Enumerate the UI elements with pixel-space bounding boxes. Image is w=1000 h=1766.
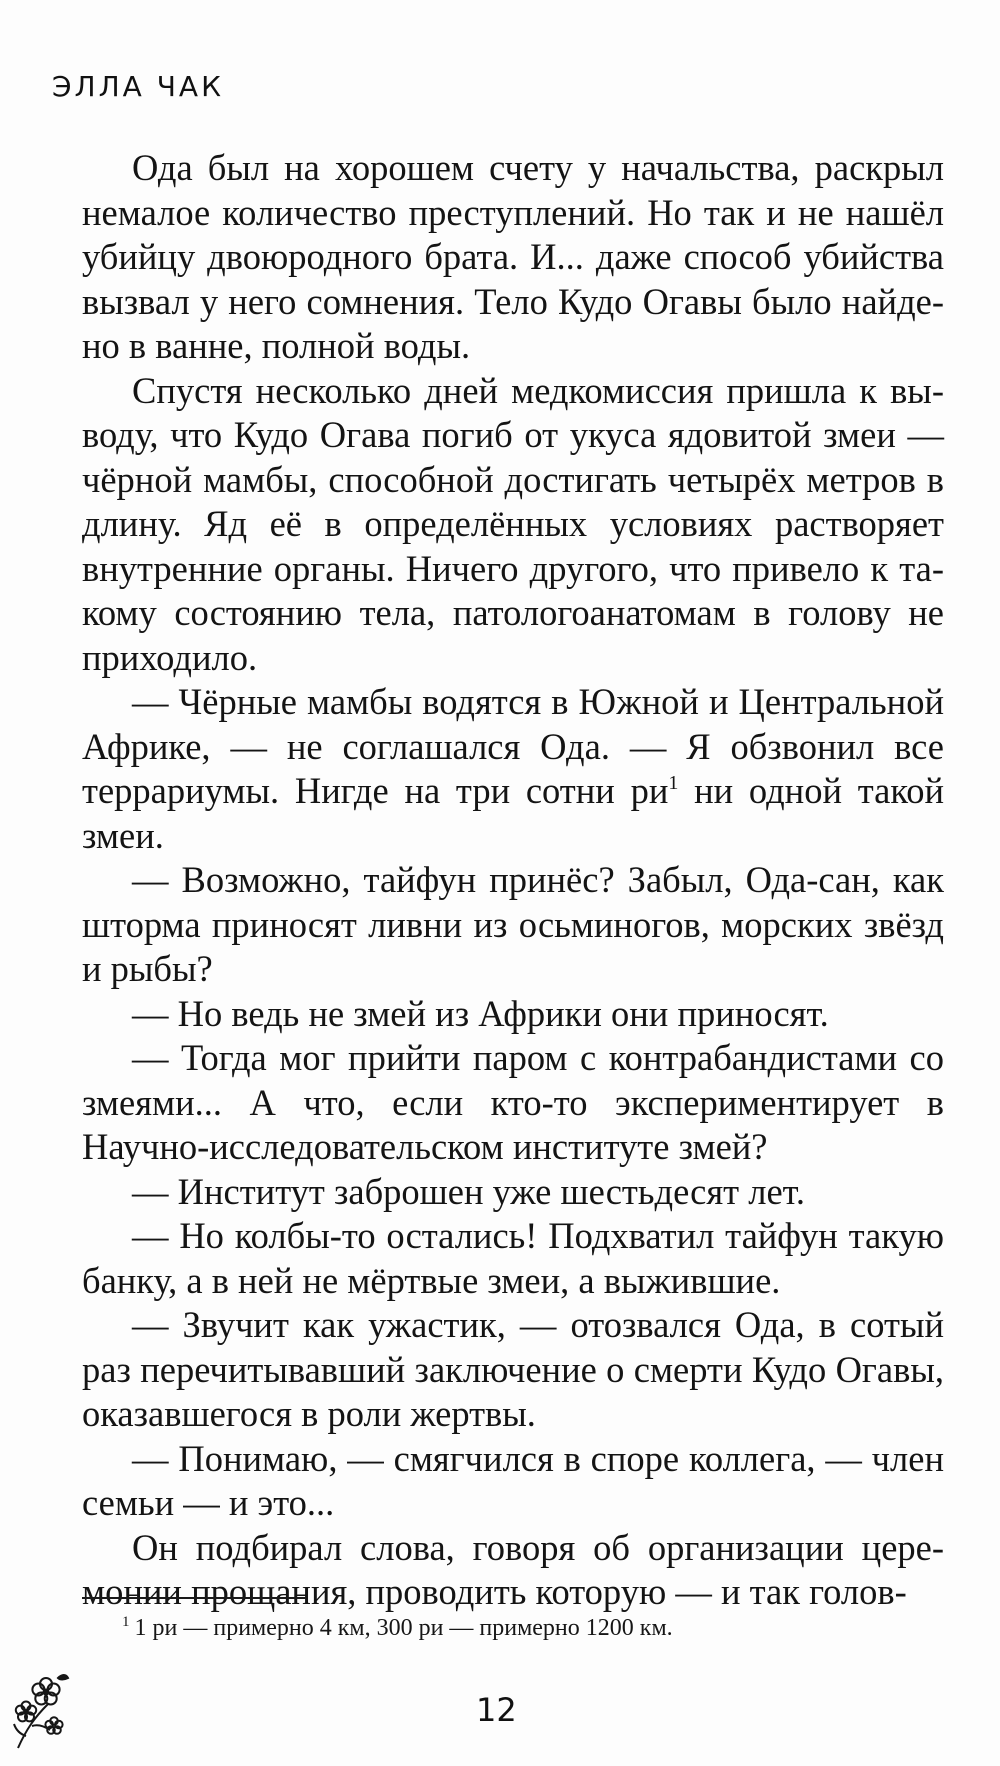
paragraph: — Но ведь не змей из Африки они приносят. xyxy=(132,992,829,1034)
paragraph-mamba xyxy=(82,680,944,858)
paragraph: — Тогда мог прийти паром с контрабандистами со змеями... А что, если кто-то экспериментирует в Научно-исследовательском институте змей? xyxy=(82,1037,944,1167)
footnote-number: 1 xyxy=(122,1614,130,1630)
paragraph: — Понимаю, — смягчился в споре коллега, — член семьи — и это... xyxy=(82,1437,944,1523)
paragraph: Ода был на хорошем счету у начальства, раскрыл немалое количество преступлений. Но так и не нашёл убийцу двоюродного брата. И... даже способ убийства вызвал у него сомнения. Тело Кудо Огавы было найдено в ванне, полной воды. xyxy=(82,147,944,366)
paragraph-text: — Чёрные мамбы водятся в Южной и Центральной Африке, — не соглашался Ода. — Я обзвонил все террариумы. Нигде на три сотни ри xyxy=(82,681,944,811)
page-number: 12 xyxy=(476,1691,517,1729)
footnote-text: 1 ри — примерно 4 км, 300 ри — примерно 1200 км. xyxy=(134,1615,673,1641)
running-head-author: ЭЛЛА ЧАК xyxy=(52,70,224,103)
paragraph-text: ни одной такой змеи. xyxy=(82,770,944,856)
body-text xyxy=(82,146,944,1615)
paragraph: — Возможно, тайфун принёс? Забыл, Ода-сан, как шторма приносят ливни из осьминогов, морских звёзд и рыбы? xyxy=(82,859,944,989)
footnote-divider xyxy=(82,1597,306,1599)
cherry-blossom-ornament-icon xyxy=(8,1668,72,1750)
footnote xyxy=(122,1615,673,1642)
paragraph: Спустя несколько дней медкомиссия пришла к выводу, что Кудо Огава погиб от укуса ядовитой змеи — чёрной мамбы, способной достигать четырёх метров в длину. Яд её в определённых условиях растворяет внутренние органы. Ничего другого, что привело к такому состоянию тела, патологоанатомам в голову не приходило. xyxy=(82,369,944,678)
paragraph: Он подбирал слова, говоря об организации церемонии прощания, проводить которую — и так голов- xyxy=(82,1526,944,1612)
paragraph: — Институт заброшен уже шестьдесят лет. xyxy=(132,1170,805,1212)
paragraph: — Звучит как ужастик, — отозвался Ода, в сотый раз перечитывавший заключение о смерти Кудо Огавы, оказавшегося в роли жертвы. xyxy=(82,1304,944,1434)
paragraph: — Но колбы-то остались! Подхватил тайфун такую банку, а в ней не мёртвые змеи, а выжившие. xyxy=(82,1215,944,1301)
footnote-reference: 1 xyxy=(668,772,679,794)
